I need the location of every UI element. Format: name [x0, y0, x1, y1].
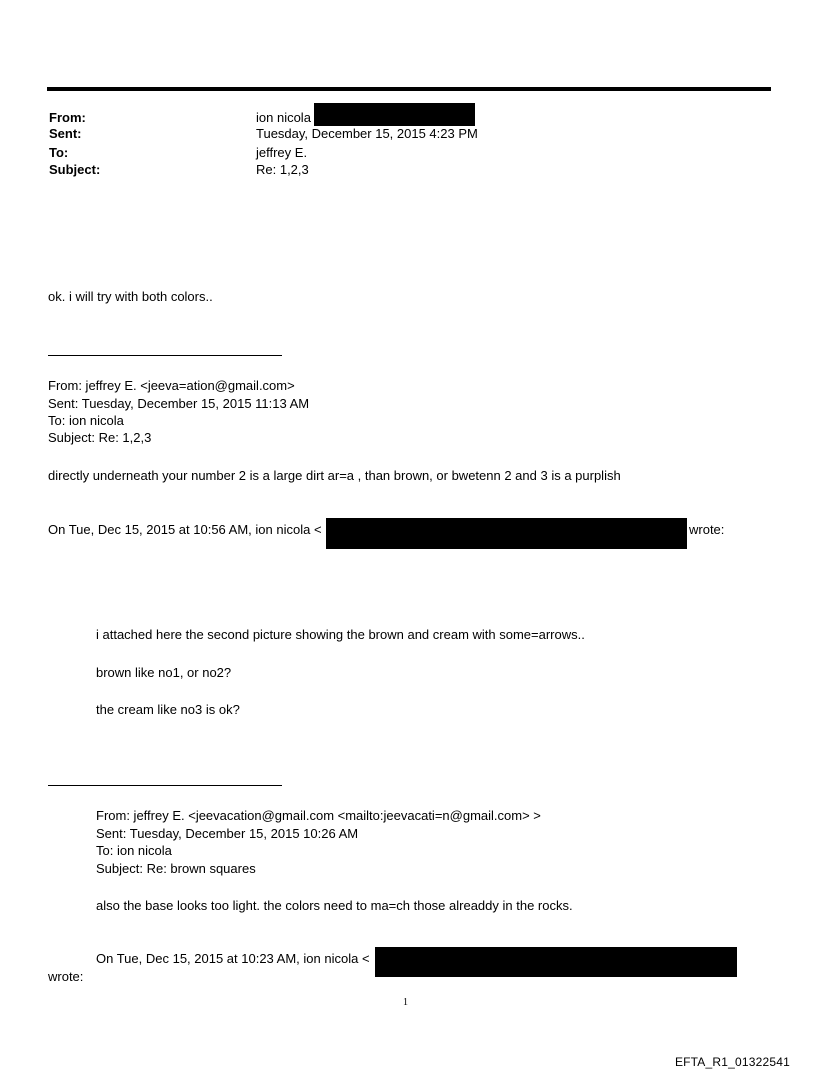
quoted3-body: also the base looks too light. the colors need to ma=ch those alreaddy in the rocks. — [96, 898, 573, 913]
header-rule — [47, 87, 771, 91]
quoted3-wrote: wrote: — [48, 969, 84, 984]
quoted2-line1: i attached here the second picture showing the brown and cream with some=arrows.. — [96, 627, 585, 642]
redaction-box — [326, 518, 687, 549]
sent-value: Tuesday, December 15, 2015 4:23 PM — [256, 126, 478, 141]
to-label: To: — [49, 145, 69, 160]
quoted1-sent: Sent: Tuesday, December 15, 2015 11:13 AM — [48, 396, 310, 411]
page-number: 1 — [403, 997, 408, 1008]
quoted2-line2: brown like no1, or no2? — [96, 665, 232, 680]
to-value: jeffrey E. — [256, 145, 308, 160]
quoted1-on-line: On Tue, Dec 15, 2015 at 10:56 AM, ion nicola < — [48, 522, 322, 537]
separator-line — [48, 785, 282, 786]
quoted3-from: From: jeffrey E. <jeevacation@gmail.com <mailto:jeevacati=n@gmail.com> > — [96, 808, 541, 823]
quoted1-wrote: wrote: — [689, 522, 725, 537]
subject-value: Re: 1,2,3 — [256, 162, 309, 177]
quoted3-sent: Sent: Tuesday, December 15, 2015 10:26 AM — [96, 826, 359, 841]
quoted1-subject: Subject: Re: 1,2,3 — [48, 430, 152, 445]
quoted1-from: From: jeffrey E. <jeeva=ation@gmail.com> — [48, 378, 295, 393]
quoted1-body: directly underneath your number 2 is a large dirt ar=a , than brown, or bwetenn 2 and 3 is a purplish — [48, 468, 621, 483]
quoted1-to: To: ion nicola — [48, 413, 124, 428]
redaction-box — [314, 103, 475, 126]
quoted3-on-line: On Tue, Dec 15, 2015 at 10:23 AM, ion nicola < — [96, 951, 370, 966]
from-value: ion nicola — [256, 110, 311, 125]
redaction-box — [375, 947, 737, 977]
quoted3-subject: Subject: Re: brown squares — [96, 861, 256, 876]
quoted2-line3: the cream like no3 is ok? — [96, 702, 240, 717]
bates-number: EFTA_R1_01322541 — [674, 1055, 790, 1069]
quoted3-to: To: ion nicola — [96, 843, 172, 858]
sent-label: Sent: — [49, 126, 82, 141]
reply-body: ok. i will try with both colors.. — [48, 289, 213, 304]
from-label: From: — [49, 110, 86, 125]
separator-line — [48, 355, 282, 356]
subject-label: Subject: — [49, 162, 101, 177]
